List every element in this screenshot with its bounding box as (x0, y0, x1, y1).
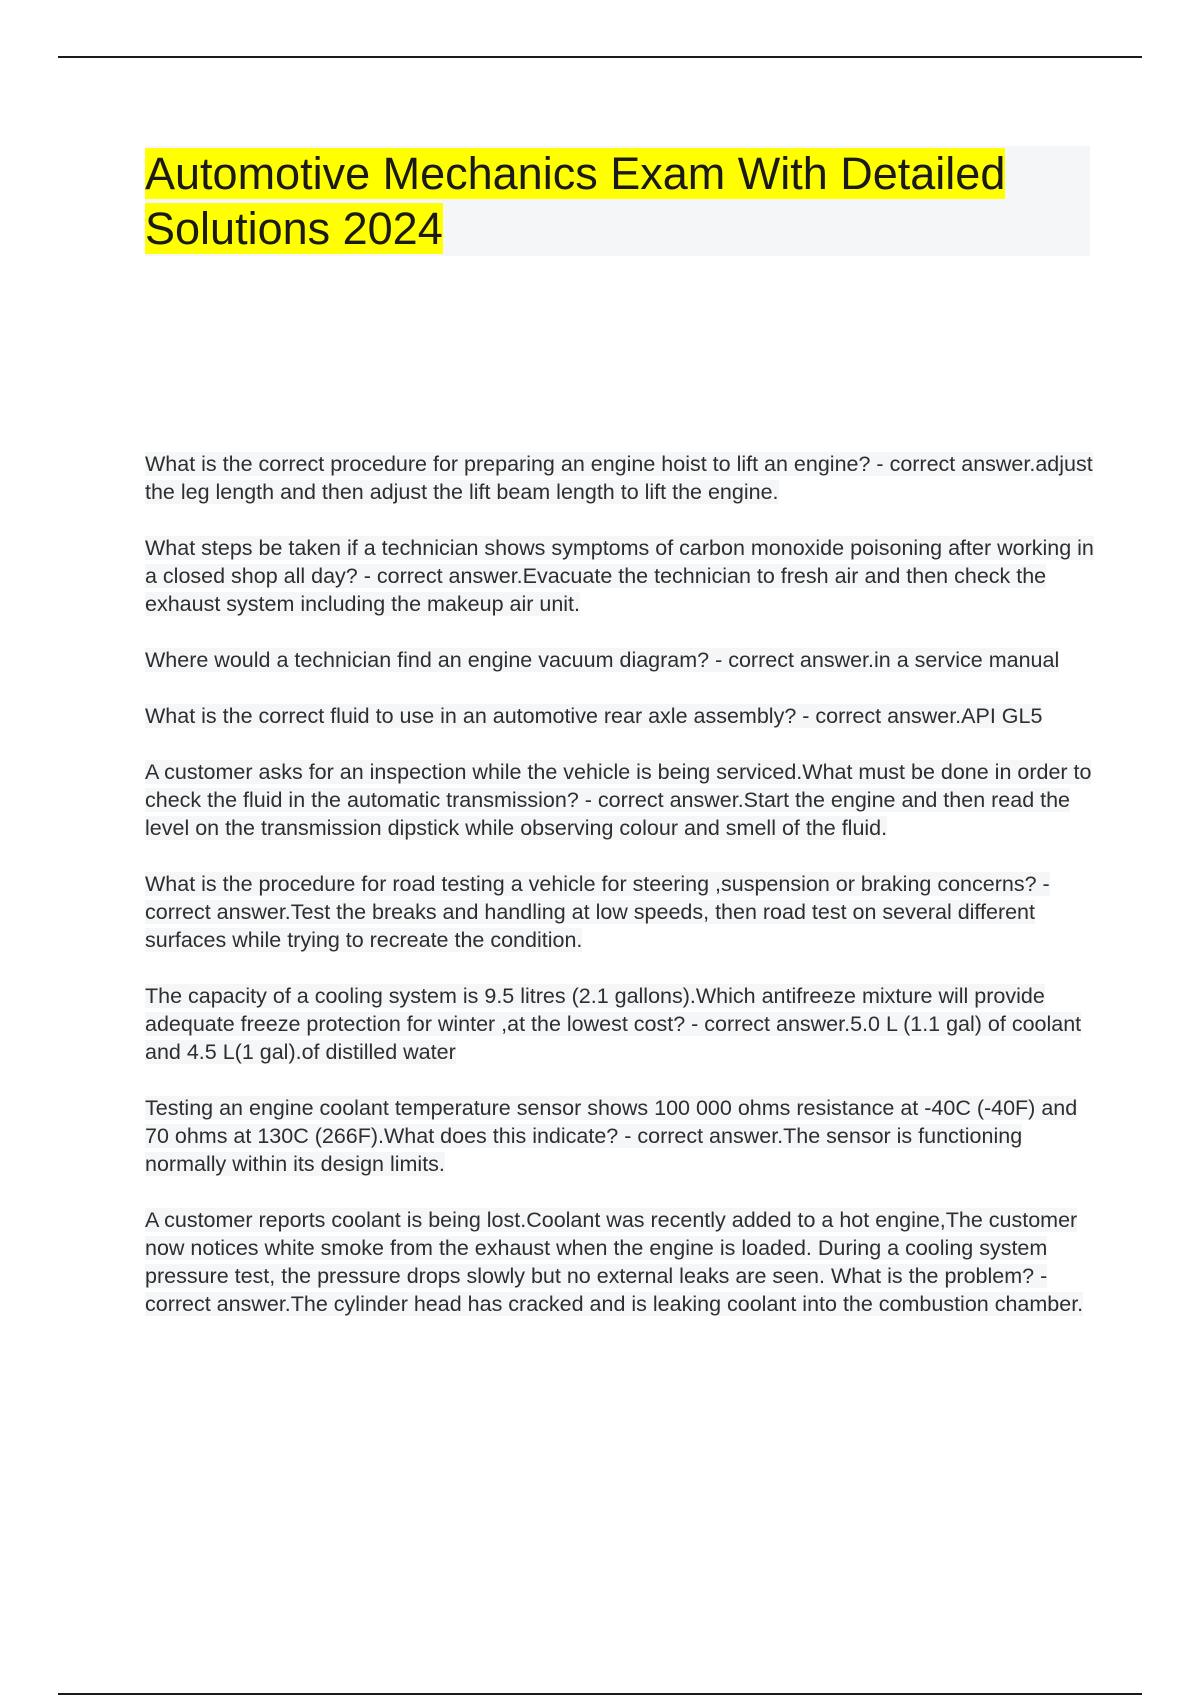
qa-item (145, 870, 1095, 954)
qa-text: The capacity of a cooling system is 9.5 litres (2.1 gallons).Which antifreeze mixture will provide adequate freeze protection for winter ,at the lowest cost? - correct answer.5.0 L (1.1 gal) of coolant and 4.5 L(1 gal).of distilled water (145, 984, 1082, 1064)
top-rule (58, 56, 1142, 58)
qa-text: What steps be taken if a technician shows symptoms of carbon monoxide poisoning after working in a closed shop all day? - correct answer.Evacuate the technician to fresh air and then check the exhaust system including the makeup air unit. (145, 536, 1094, 616)
qa-text: Testing an engine coolant temperature sensor shows 100 000 ohms resistance at -40C (-40F) and 70 ohms at 130C (266F).What does this indicate? - correct answer.The sensor is functioning normally within its design limits. (145, 1096, 1078, 1176)
qa-item (145, 450, 1095, 506)
qa-item (145, 758, 1095, 842)
qa-text: A customer asks for an inspection while the vehicle is being serviced.What must be done in order to check the fluid in the automatic transmission? - correct answer.Start the engine and then read the level on the transmission dipstick while observing colour and smell of the fluid. (145, 760, 1092, 840)
qa-list (145, 450, 1095, 1346)
qa-item (145, 982, 1095, 1066)
qa-text: A customer reports coolant is being lost.Coolant was recently added to a hot engine,The customer now notices white smoke from the exhaust when the engine is loaded. During a cooling system pressure test, the pressure drops slowly but no external leaks are seen. What is the problem? - correct answer.The cylinder head has cracked and is leaking coolant into the combustion chamber. (145, 1208, 1084, 1316)
qa-item (145, 646, 1095, 674)
bottom-rule (58, 1693, 1142, 1695)
qa-item (145, 1094, 1095, 1178)
qa-text: What is the correct fluid to use in an automotive rear axle assembly? - correct answer.API GL5 (145, 704, 1043, 728)
title-highlight: Automotive Mechanics Exam With Detailed Solutions 2024 (145, 148, 1006, 254)
qa-text: What is the procedure for road testing a vehicle for steering ,suspension or braking concerns? - correct answer.Test the breaks and handling at low speeds, then road test on several different surfaces while trying to recreate the condition. (145, 872, 1050, 952)
qa-item (145, 534, 1095, 618)
qa-text: What is the correct procedure for preparing an engine hoist to lift an engine? - correct answer.adjust the leg length and then adjust the lift beam length to lift the engine. (145, 452, 1093, 504)
document-title (145, 146, 1090, 256)
qa-item (145, 702, 1095, 730)
qa-text: Where would a technician find an engine vacuum diagram? - correct answer.in a service manual (145, 648, 1060, 672)
qa-item (145, 1206, 1095, 1318)
title-block (145, 146, 1090, 256)
